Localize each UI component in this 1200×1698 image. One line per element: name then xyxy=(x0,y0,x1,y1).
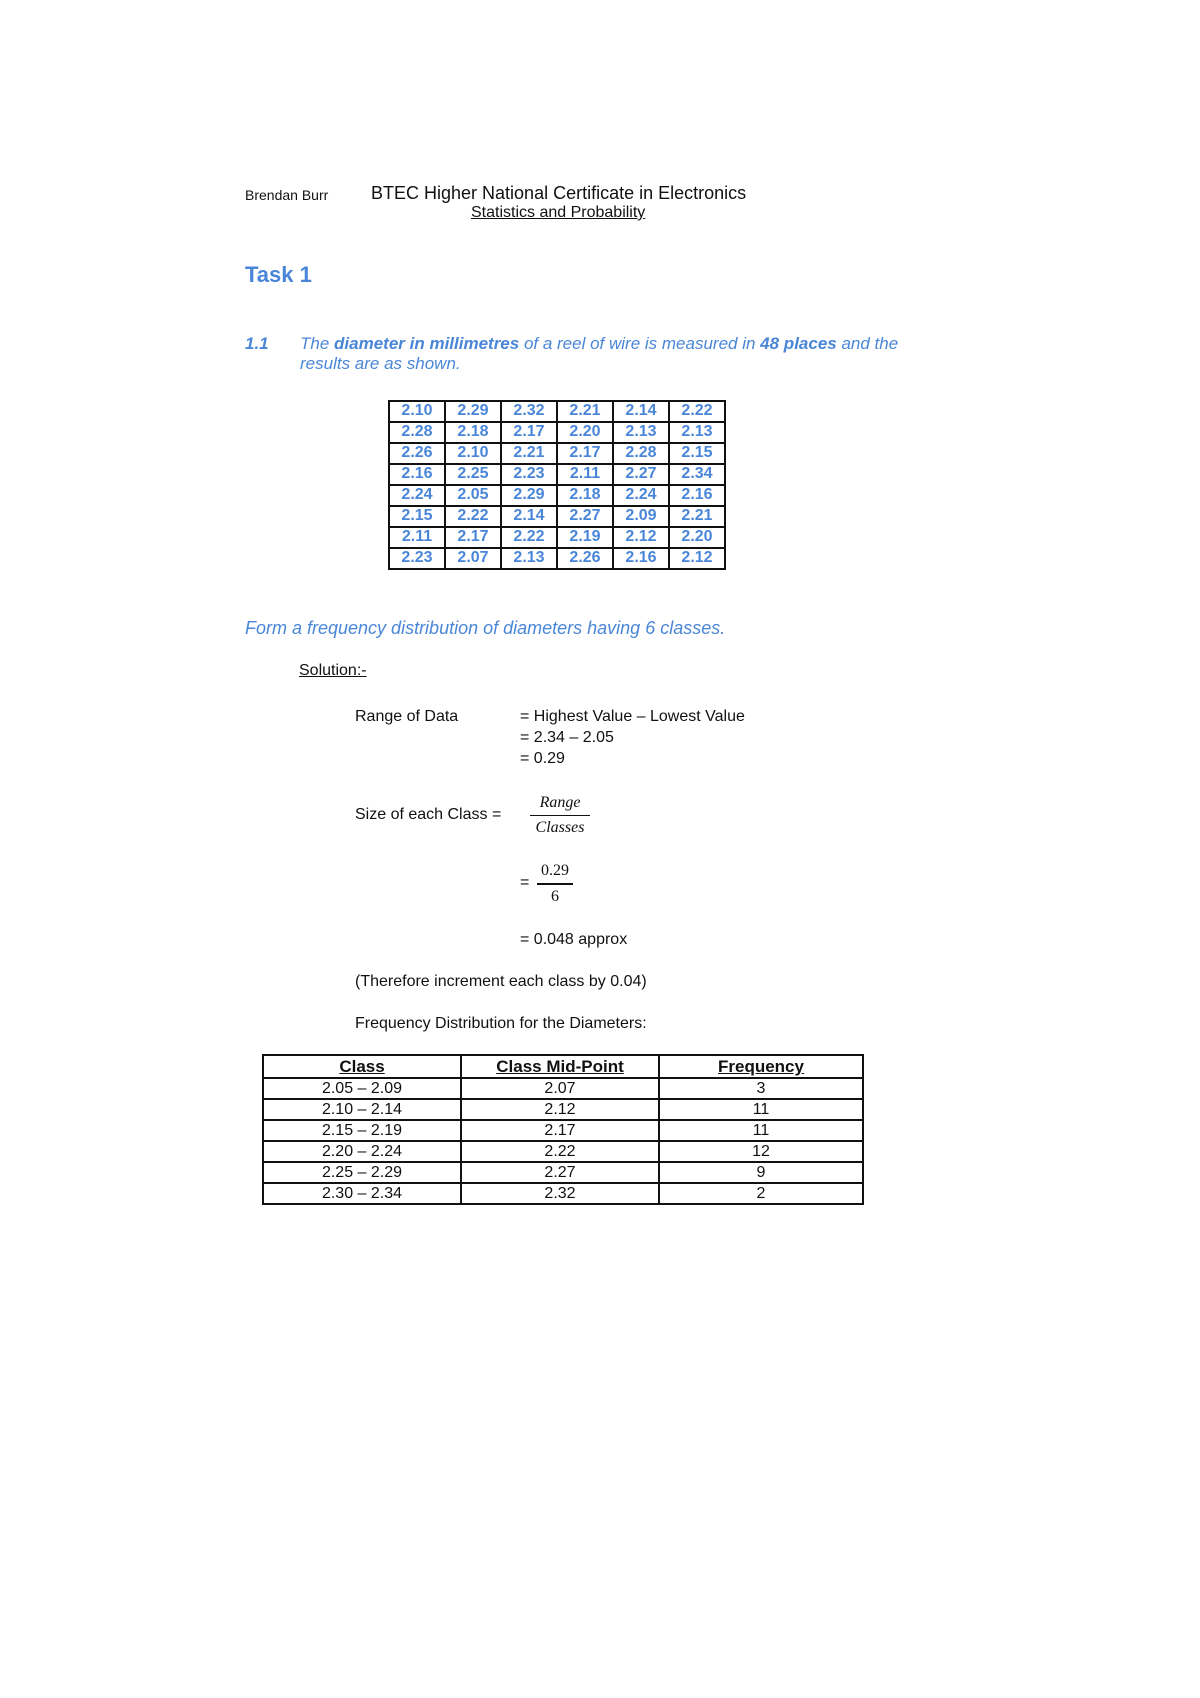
question-text-part2: of a reel of wire is measured in xyxy=(519,334,761,353)
value-fraction xyxy=(537,862,573,906)
grid-cell: 2.22 xyxy=(669,401,725,422)
grid-cell: 2.15 xyxy=(389,506,445,527)
grid-cell: 2.20 xyxy=(669,527,725,548)
grid-cell: 2.28 xyxy=(389,422,445,443)
table-header-row xyxy=(263,1055,863,1078)
grid-row xyxy=(389,506,725,527)
equals-sign: = xyxy=(520,874,530,891)
class-size-label: Size of each Class = xyxy=(355,806,502,823)
range-formula-line: = Highest Value – Lowest Value xyxy=(520,708,745,725)
grid-cell: 2.29 xyxy=(445,401,501,422)
grid-row xyxy=(389,548,725,569)
grid-cell: 2.17 xyxy=(557,443,613,464)
grid-cell: 2.12 xyxy=(613,527,669,548)
grid-cell: 2.15 xyxy=(669,443,725,464)
grid-cell: 2.17 xyxy=(445,527,501,548)
question-text-part1: The xyxy=(300,334,335,353)
mid-point-cell: 2.32 xyxy=(461,1183,659,1204)
mid-point-cell: 2.17 xyxy=(461,1120,659,1141)
range-over-classes-fraction xyxy=(530,794,590,837)
grid-cell: 2.18 xyxy=(445,422,501,443)
table-row xyxy=(263,1099,863,1120)
table-row xyxy=(263,1183,863,1204)
grid-cell: 2.21 xyxy=(501,443,557,464)
grid-row xyxy=(389,464,725,485)
grid-cell: 2.10 xyxy=(389,401,445,422)
frequency-cell: 11 xyxy=(659,1099,863,1120)
grid-cell: 2.11 xyxy=(557,464,613,485)
table-row xyxy=(263,1078,863,1099)
task-heading: Task 1 xyxy=(245,262,312,287)
question-text-part3: and the results are as shown. xyxy=(300,334,899,373)
increment-note: (Therefore increment each class by 0.04) xyxy=(355,973,647,990)
range-result-line: = 0.29 xyxy=(520,750,565,767)
grid-cell: 2.27 xyxy=(613,464,669,485)
frequency-cell: 3 xyxy=(659,1078,863,1099)
solution-label: Solution:- xyxy=(299,662,367,679)
grid-cell: 2.21 xyxy=(669,506,725,527)
grid-cell: 2.13 xyxy=(613,422,669,443)
grid-cell: 2.07 xyxy=(445,548,501,569)
grid-cell: 2.24 xyxy=(389,485,445,506)
subject-title: Statistics and Probability xyxy=(471,204,646,221)
fraction-numerator: Range xyxy=(530,794,590,816)
grid-cell: 2.09 xyxy=(613,506,669,527)
grid-cell: 2.16 xyxy=(669,485,725,506)
mid-point-cell: 2.27 xyxy=(461,1162,659,1183)
fraction-denominator: Classes xyxy=(535,819,585,836)
instruction-text: Form a frequency distribution of diameters having 6 classes. xyxy=(245,618,726,638)
class-cell: 2.05 – 2.09 xyxy=(263,1078,461,1099)
class-cell: 2.30 – 2.34 xyxy=(263,1183,461,1204)
grid-cell: 2.29 xyxy=(501,485,557,506)
frequency-cell: 2 xyxy=(659,1183,863,1204)
question-text-bold1: diameter in millimetres xyxy=(334,334,520,353)
grid-cell: 2.34 xyxy=(669,464,725,485)
measurement-grid xyxy=(388,400,726,570)
table-row xyxy=(263,1120,863,1141)
class-cell: 2.25 – 2.29 xyxy=(263,1162,461,1183)
class-cell: 2.10 – 2.14 xyxy=(263,1099,461,1120)
grid-cell: 2.16 xyxy=(389,464,445,485)
grid-row xyxy=(389,443,725,464)
class-cell: 2.15 – 2.19 xyxy=(263,1120,461,1141)
class-cell: 2.20 – 2.24 xyxy=(263,1141,461,1162)
mid-point-cell: 2.22 xyxy=(461,1141,659,1162)
frequency-cell: 9 xyxy=(659,1162,863,1183)
author-name: Brendan Burr xyxy=(245,187,329,203)
grid-cell: 2.12 xyxy=(669,548,725,569)
grid-row xyxy=(389,527,725,548)
question-number: 1.1 xyxy=(245,334,269,353)
grid-cell: 2.13 xyxy=(501,548,557,569)
grid-cell: 2.14 xyxy=(501,506,557,527)
class-size-result: = 0.048 approx xyxy=(520,931,628,948)
grid-cell: 2.25 xyxy=(445,464,501,485)
grid-cell: 2.16 xyxy=(613,548,669,569)
question-text xyxy=(300,334,900,374)
grid-row xyxy=(389,422,725,443)
header-frequency: Frequency xyxy=(659,1055,863,1078)
frequency-distribution-table xyxy=(262,1054,864,1205)
grid-cell: 2.20 xyxy=(557,422,613,443)
header-mid-point: Class Mid-Point xyxy=(461,1055,659,1078)
fraction-numerator: 0.29 xyxy=(537,862,573,885)
grid-cell: 2.10 xyxy=(445,443,501,464)
table-row xyxy=(263,1141,863,1162)
grid-cell: 2.23 xyxy=(501,464,557,485)
course-title: BTEC Higher National Certificate in Electronics xyxy=(371,183,747,203)
grid-cell: 2.14 xyxy=(613,401,669,422)
frequency-table-title: Frequency Distribution for the Diameters: xyxy=(355,1015,647,1032)
grid-cell: 2.27 xyxy=(557,506,613,527)
question-text-bold2: 48 places xyxy=(760,334,837,353)
range-substitution-line: = 2.34 – 2.05 xyxy=(520,729,614,746)
fraction-denominator: 6 xyxy=(551,888,559,905)
frequency-cell: 11 xyxy=(659,1120,863,1141)
grid-cell: 2.05 xyxy=(445,485,501,506)
grid-cell: 2.26 xyxy=(389,443,445,464)
grid-cell: 2.22 xyxy=(445,506,501,527)
grid-cell: 2.17 xyxy=(501,422,557,443)
grid-cell: 2.32 xyxy=(501,401,557,422)
grid-cell: 2.19 xyxy=(557,527,613,548)
grid-cell: 2.28 xyxy=(613,443,669,464)
grid-cell: 2.24 xyxy=(613,485,669,506)
grid-cell: 2.23 xyxy=(389,548,445,569)
grid-cell: 2.11 xyxy=(389,527,445,548)
mid-point-cell: 2.07 xyxy=(461,1078,659,1099)
range-label: Range of Data xyxy=(355,708,459,725)
grid-row xyxy=(389,485,725,506)
frequency-cell: 12 xyxy=(659,1141,863,1162)
mid-point-cell: 2.12 xyxy=(461,1099,659,1120)
grid-cell: 2.21 xyxy=(557,401,613,422)
header-class: Class xyxy=(263,1055,461,1078)
grid-cell: 2.13 xyxy=(669,422,725,443)
grid-row xyxy=(389,401,725,422)
table-row xyxy=(263,1162,863,1183)
grid-cell: 2.26 xyxy=(557,548,613,569)
grid-cell: 2.18 xyxy=(557,485,613,506)
grid-cell: 2.22 xyxy=(501,527,557,548)
